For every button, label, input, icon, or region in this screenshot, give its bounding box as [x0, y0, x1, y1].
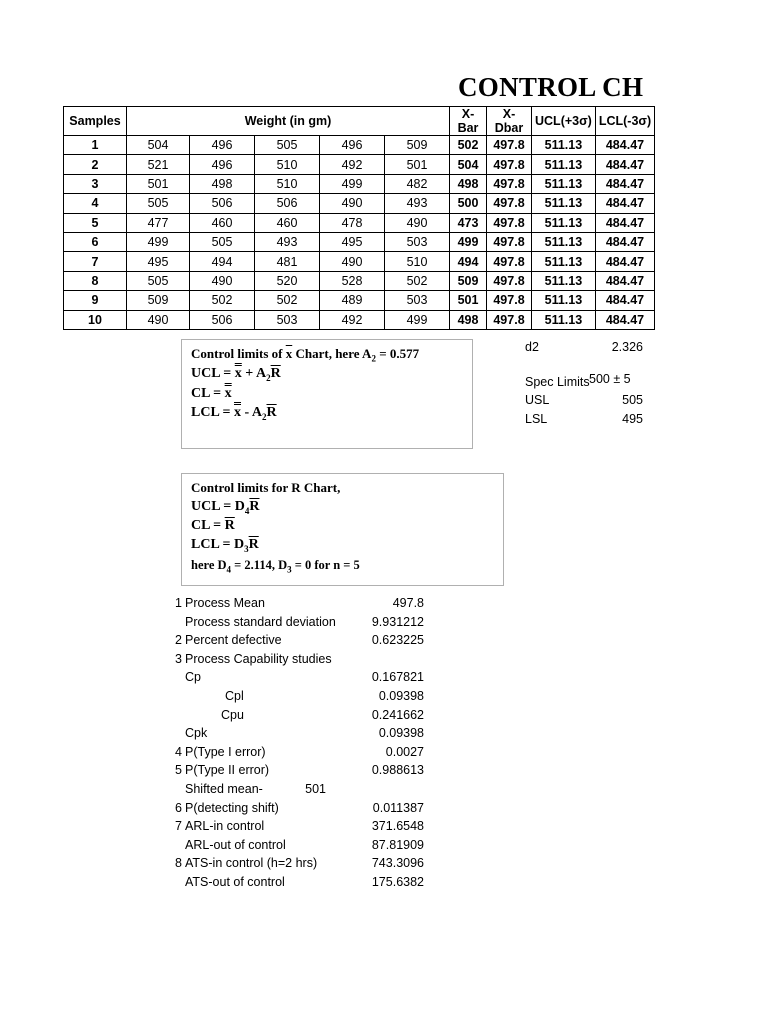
weight-cell[interactable]: 481: [255, 252, 320, 271]
r-bar-symbol: $\overline{R}$: [248, 537, 259, 552]
weight-cell[interactable]: 499: [127, 232, 190, 251]
result-value[interactable]: 371.6548: [371, 819, 424, 834]
table-row: [64, 232, 655, 251]
result-value[interactable]: 0.09398: [378, 726, 424, 741]
weight-cell[interactable]: 503: [385, 232, 450, 251]
result-value[interactable]: 0.988613: [371, 763, 424, 778]
result-label[interactable]: P(detecting shift): [185, 800, 279, 815]
x-double-bar-symbol: x: [234, 405, 241, 420]
xbar-cell[interactable]: 498: [450, 310, 487, 329]
xdbar-cell[interactable]: 497.8: [487, 213, 532, 232]
table-row: [64, 252, 655, 271]
weight-cell[interactable]: 496: [320, 136, 385, 155]
lcl-cell[interactable]: 484.47: [595, 155, 654, 174]
r-bar-symbol: $\overline{R}$: [224, 518, 235, 533]
weight-cell[interactable]: 482: [385, 174, 450, 193]
r-chart-control-limits-box: [181, 473, 504, 586]
table-row: [64, 136, 655, 155]
weight-cell[interactable]: 460: [190, 213, 255, 232]
xbar-cell[interactable]: 499: [450, 232, 487, 251]
weight-cell[interactable]: 506: [190, 194, 255, 213]
weight-cell[interactable]: 495: [320, 232, 385, 251]
xbar-control-limits-box: [181, 339, 473, 449]
weight-cell[interactable]: 490: [320, 194, 385, 213]
r-bar-symbol: $\overline{R}$: [249, 499, 260, 514]
xbar-box-heading: Control limits of $\overline{x}$ Chart, here $A_2 = 0.577$: [191, 346, 420, 364]
weight-cell[interactable]: 509: [127, 291, 190, 310]
result-value[interactable]: 0.241662: [371, 707, 424, 722]
sample-number-cell[interactable]: 7: [64, 252, 127, 271]
weight-cell[interactable]: 505: [255, 136, 320, 155]
weight-cell[interactable]: 520: [255, 271, 320, 290]
weight-cell[interactable]: 494: [190, 252, 255, 271]
weight-cell[interactable]: 510: [385, 252, 450, 271]
weight-cell[interactable]: 503: [385, 291, 450, 310]
table-header-row: [64, 107, 655, 136]
weight-cell[interactable]: 490: [320, 252, 385, 271]
result-label[interactable]: ARL-in control: [185, 819, 265, 834]
xbar-cell[interactable]: 504: [450, 155, 487, 174]
shifted-mean-value[interactable]: 501: [305, 782, 326, 796]
sample-number-cell[interactable]: 10: [64, 310, 127, 329]
result-label[interactable]: Process Capability studies: [185, 651, 332, 666]
table-row: [64, 291, 655, 310]
ucl-cell[interactable]: 511.13: [532, 271, 596, 290]
xdbar-cell[interactable]: 497.8: [487, 174, 532, 193]
header-xbar[interactable]: X-Bar: [450, 107, 487, 136]
ucl-cell[interactable]: 511.13: [532, 213, 596, 232]
table-row: [64, 174, 655, 193]
ucl-cell[interactable]: 511.13: [532, 291, 596, 310]
usl-label[interactable]: USL: [525, 393, 550, 407]
weight-cell[interactable]: 505: [127, 271, 190, 290]
weight-cell[interactable]: 510: [255, 155, 320, 174]
weight-cell[interactable]: 521: [127, 155, 190, 174]
result-number[interactable]: 6: [175, 800, 182, 815]
header-ucl[interactable]: UCL(+3σ): [532, 107, 596, 136]
header-xdbar[interactable]: X-Dbar: [487, 107, 532, 136]
weight-cell[interactable]: 489: [320, 291, 385, 310]
header-weight[interactable]: Weight (in gm): [127, 107, 450, 136]
weight-cell[interactable]: 492: [320, 310, 385, 329]
weight-cell[interactable]: 504: [127, 136, 190, 155]
ucl-cell[interactable]: 511.13: [532, 232, 596, 251]
usl-value[interactable]: 505: [622, 393, 643, 407]
spec-limits-value[interactable]: 500 ± 5: [589, 372, 631, 386]
xbar-cl-formula: CL = x: [191, 386, 232, 401]
weight-cell[interactable]: 495: [127, 252, 190, 271]
xdbar-cell[interactable]: 497.8: [487, 232, 532, 251]
r-bar-symbol: $\overline{R}$: [270, 366, 281, 381]
spec-limits-label[interactable]: Spec Limits: [525, 375, 590, 389]
sample-number-cell[interactable]: 3: [64, 174, 127, 193]
table-row: [64, 213, 655, 232]
weight-cell[interactable]: 490: [190, 271, 255, 290]
lsl-label[interactable]: LSL: [525, 412, 548, 426]
lcl-cell[interactable]: 484.47: [595, 291, 654, 310]
lcl-cell[interactable]: 484.47: [595, 213, 654, 232]
result-number[interactable]: 4: [175, 744, 182, 759]
weight-cell[interactable]: 501: [385, 155, 450, 174]
r-lcl-formula: LCL = $D_3\overline{R}$: [191, 537, 259, 554]
xdbar-cell[interactable]: 497.8: [487, 155, 532, 174]
result-number[interactable]: 2: [175, 633, 182, 648]
result-value[interactable]: 0.011387: [372, 800, 424, 815]
samples-table: [63, 106, 655, 330]
xbar-cell[interactable]: 509: [450, 271, 487, 290]
ucl-cell[interactable]: 511.13: [532, 155, 596, 174]
result-label[interactable]: Shifted mean-: [185, 782, 263, 796]
sample-number-cell[interactable]: 9: [64, 291, 127, 310]
result-label[interactable]: P(Type I error): [185, 744, 266, 759]
result-label[interactable]: Percent defective: [185, 633, 282, 648]
ucl-cell[interactable]: 511.13: [532, 136, 596, 155]
header-lcl[interactable]: LCL(-3σ): [595, 107, 654, 136]
result-value[interactable]: 0.623225: [371, 633, 424, 648]
ucl-cell[interactable]: 511.13: [532, 194, 596, 213]
sample-number-cell[interactable]: 2: [64, 155, 127, 174]
table-row: [64, 194, 655, 213]
x-bar-symbol: $\overline{x}$: [285, 346, 293, 361]
weight-cell[interactable]: 493: [385, 194, 450, 213]
result-label[interactable]: Cp: [185, 670, 201, 685]
ucl-cell[interactable]: 511.13: [532, 310, 596, 329]
xdbar-cell[interactable]: 497.8: [487, 271, 532, 290]
result-label[interactable]: Process Mean: [185, 596, 265, 610]
weight-cell[interactable]: 502: [190, 291, 255, 310]
result-value[interactable]: 87.81909: [371, 837, 424, 852]
weight-cell[interactable]: 505: [190, 232, 255, 251]
lcl-cell[interactable]: 484.47: [595, 252, 654, 271]
x-double-bar-symbol: x: [234, 366, 242, 381]
lcl-cell[interactable]: 484.47: [595, 174, 654, 193]
weight-cell[interactable]: 496: [190, 136, 255, 155]
result-value[interactable]: 0.0027: [385, 744, 424, 759]
weight-cell[interactable]: 503: [255, 310, 320, 329]
result-value[interactable]: 0.09398: [378, 689, 424, 703]
weight-cell[interactable]: 502: [255, 291, 320, 310]
result-label[interactable]: ATS-out of control: [185, 875, 285, 889]
table-row: [64, 155, 655, 174]
lcl-cell[interactable]: 484.47: [595, 310, 654, 329]
result-value[interactable]: 743.3096: [371, 856, 424, 871]
weight-cell[interactable]: 528: [320, 271, 385, 290]
result-value[interactable]: 175.6382: [371, 875, 424, 889]
d2-value[interactable]: 2.326: [611, 340, 643, 354]
sample-number-cell[interactable]: 5: [64, 213, 127, 232]
r-constants-note: here $D_4 = 2.114$, $D_3 = 0$ for n = 5: [191, 558, 360, 575]
r-box-heading: Control limits for R Chart,: [191, 480, 341, 495]
xbar-cell[interactable]: 502: [450, 136, 487, 155]
ucl-cell[interactable]: 511.13: [532, 252, 596, 271]
result-label[interactable]: Process standard deviation: [185, 614, 336, 629]
weight-cell[interactable]: 505: [127, 194, 190, 213]
result-label[interactable]: ATS-in control (h=2 hrs): [185, 856, 318, 871]
table-row: [64, 310, 655, 329]
xdbar-cell[interactable]: 497.8: [487, 291, 532, 310]
r-ucl-formula: UCL = $D_4\overline{R}$: [191, 499, 260, 516]
sample-number-cell[interactable]: 1: [64, 136, 127, 155]
xbar-lcl-formula: LCL = x - $A_2\overline{R}$: [191, 405, 277, 422]
xdbar-cell[interactable]: 497.8: [487, 252, 532, 271]
weight-cell[interactable]: 493: [255, 232, 320, 251]
header-samples[interactable]: Samples: [64, 107, 127, 136]
weight-cell[interactable]: 490: [385, 213, 450, 232]
weight-cell[interactable]: 460: [255, 213, 320, 232]
result-number[interactable]: 7: [175, 819, 182, 834]
xbar-cell[interactable]: 500: [450, 194, 487, 213]
weight-cell[interactable]: 506: [190, 310, 255, 329]
weight-cell[interactable]: 506: [255, 194, 320, 213]
table-row: [64, 271, 655, 290]
r-cl-formula: CL = $\overline{R}$: [191, 518, 235, 533]
sample-number-cell[interactable]: 8: [64, 271, 127, 290]
weight-cell[interactable]: 496: [190, 155, 255, 174]
result-value[interactable]: 497.8: [392, 596, 424, 610]
sheet-title: CONTROL CH: [458, 72, 644, 102]
result-number[interactable]: 1: [175, 596, 182, 610]
weight-cell[interactable]: 510: [255, 174, 320, 193]
lcl-cell[interactable]: 484.47: [595, 232, 654, 251]
weight-cell[interactable]: 499: [320, 174, 385, 193]
xbar-cell[interactable]: 473: [450, 213, 487, 232]
lcl-cell[interactable]: 484.47: [595, 136, 654, 155]
weight-cell[interactable]: 501: [127, 174, 190, 193]
x-double-bar-symbol: x: [224, 386, 232, 401]
result-label[interactable]: Cpl: [225, 689, 244, 703]
xdbar-cell[interactable]: 497.8: [487, 194, 532, 213]
xbar-cell[interactable]: 494: [450, 252, 487, 271]
weight-cell[interactable]: 478: [320, 213, 385, 232]
result-label[interactable]: Cpk: [185, 726, 208, 741]
result-number[interactable]: 8: [175, 856, 182, 871]
weight-cell[interactable]: 490: [127, 310, 190, 329]
result-value[interactable]: 9.931212: [371, 614, 424, 629]
weight-cell[interactable]: 509: [385, 136, 450, 155]
sample-number-cell[interactable]: 6: [64, 232, 127, 251]
xdbar-cell[interactable]: 497.8: [487, 310, 532, 329]
ucl-cell[interactable]: 511.13: [532, 174, 596, 193]
lcl-cell[interactable]: 484.47: [595, 271, 654, 290]
result-value[interactable]: 0.167821: [371, 670, 424, 685]
lsl-value[interactable]: 495: [622, 412, 643, 426]
xbar-ucl-formula: UCL = $x + A_2\overline{R}$: [191, 366, 281, 383]
r-bar-symbol: $\overline{R}$: [266, 405, 277, 420]
weight-cell[interactable]: 499: [385, 310, 450, 329]
result-label[interactable]: ARL-out of control: [185, 837, 286, 852]
weight-cell[interactable]: 492: [320, 155, 385, 174]
xdbar-cell[interactable]: 497.8: [487, 136, 532, 155]
weight-cell[interactable]: 477: [127, 213, 190, 232]
xbar-cell[interactable]: 498: [450, 174, 487, 193]
result-label[interactable]: Cpu: [221, 707, 244, 722]
lcl-cell[interactable]: 484.47: [595, 194, 654, 213]
xbar-cell[interactable]: 501: [450, 291, 487, 310]
sample-number-cell[interactable]: 4: [64, 194, 127, 213]
d2-label[interactable]: d2: [525, 340, 539, 354]
weight-cell[interactable]: 502: [385, 271, 450, 290]
result-number[interactable]: 3: [175, 651, 182, 666]
weight-cell[interactable]: 498: [190, 174, 255, 193]
result-label[interactable]: P(Type II error): [185, 763, 270, 778]
result-number[interactable]: 5: [175, 763, 182, 778]
